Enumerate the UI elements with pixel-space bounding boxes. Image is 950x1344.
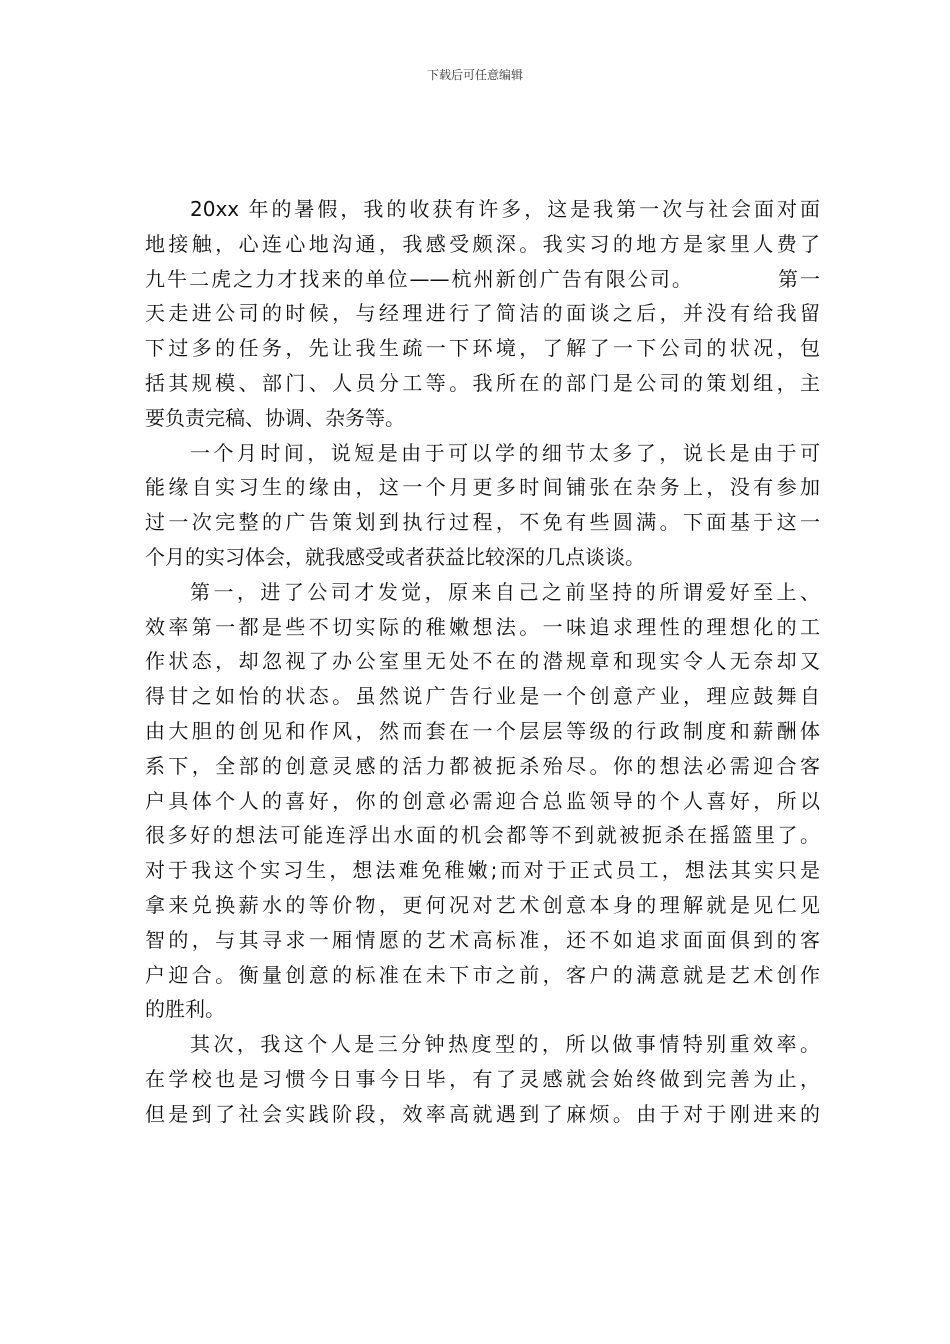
text-line: 要负责完稿、协调、杂务等。 (145, 405, 405, 430)
text-line: 下过多的任务，先让我生疏一下环境，了解了一下公司的状况，包 (145, 336, 820, 361)
text-line: 户迎合。衡量创意的标准在未下市之前，客户的满意就是艺术创作 (145, 962, 820, 987)
text-line: 个月的实习体会，就我感受或者获益比较深的几点谈谈。 (145, 544, 645, 569)
text-line: 作状态，却忽视了办公室里无处不在的潜规章和现实令人无奈却又 (145, 649, 820, 674)
text-line: 系下，全部的创意灵感的活力都被扼杀殆尽。你的想法必需迎合客 (145, 753, 820, 778)
text-line: 括其规模、部门、人员分工等。我所在的部门是公司的策划组，主 (145, 370, 820, 395)
text-line: 20xx 年的暑假，我的收获有许多，这是我第一次与社会面对面 (190, 197, 820, 221)
text-line: 由大胆的创见和作风，然而套在一个层层等级的行政制度和薪酬体 (145, 718, 820, 743)
text-line: 但是到了社会实践阶段，效率高就遇到了麻烦。由于对于刚进来的 (145, 1101, 820, 1126)
text-line: 九牛二虎之力才找来的单位——杭州新创广告有限公司。 第一 (145, 266, 820, 291)
text-line: 户具体个人的喜好，你的创意必需迎合总监领导的个人喜好，所以 (145, 788, 820, 813)
text-line: 过一次完整的广告策划到执行过程，不免有些圆满。下面基于这一 (145, 510, 820, 535)
text-line: 效率第一都是些不切实际的稚嫩想法。一味追求理性的理想化的工 (145, 614, 820, 639)
text-line: 智的，与其寻求一厢情愿的艺术高标准，还不如追求面面俱到的客 (145, 927, 820, 952)
text-line: 一个月时间，说短是由于可以学的细节太多了，说长是由于可 (190, 440, 820, 465)
document-body (145, 192, 820, 1132)
text-line: 地接触，心连心地沟通，我感受颇深。我实习的地方是家里人费了 (145, 231, 820, 256)
text-line: 第一，进了公司才发觉，原来自己之前坚持的所谓爱好至上、 (190, 579, 820, 604)
text-line: 能缘自实习生的缘由，这一个月更多时间铺张在杂务上，没有参加 (145, 475, 820, 500)
text-line: 天走进公司的时候，与经理进行了简洁的面谈之后，并没有给我留 (145, 301, 820, 326)
page-header: 下载后可任意编辑 (426, 68, 523, 82)
text-line: 的胜利。 (145, 997, 225, 1022)
text-line: 很多好的想法可能连浮出水面的机会都等不到就被扼杀在摇篮里了。 (145, 823, 820, 848)
text-line: 在学校也是习惯今日事今日毕，有了灵感就会始终做到完善为止， (145, 1066, 820, 1091)
text-line: 对于我这个实习生，想法难免稚嫩;而对于正式员工，想法其实只是 (145, 858, 820, 883)
text-line: 得甘之如怡的状态。虽然说广告行业是一个创意产业，理应鼓舞自 (145, 684, 820, 709)
text-line: 拿来兑换薪水的等价物，更何况对艺术创意本身的理解就是见仁见 (145, 892, 820, 917)
text-line: 其次，我这个人是三分钟热度型的，所以做事情特别重效率。 (190, 1032, 820, 1057)
